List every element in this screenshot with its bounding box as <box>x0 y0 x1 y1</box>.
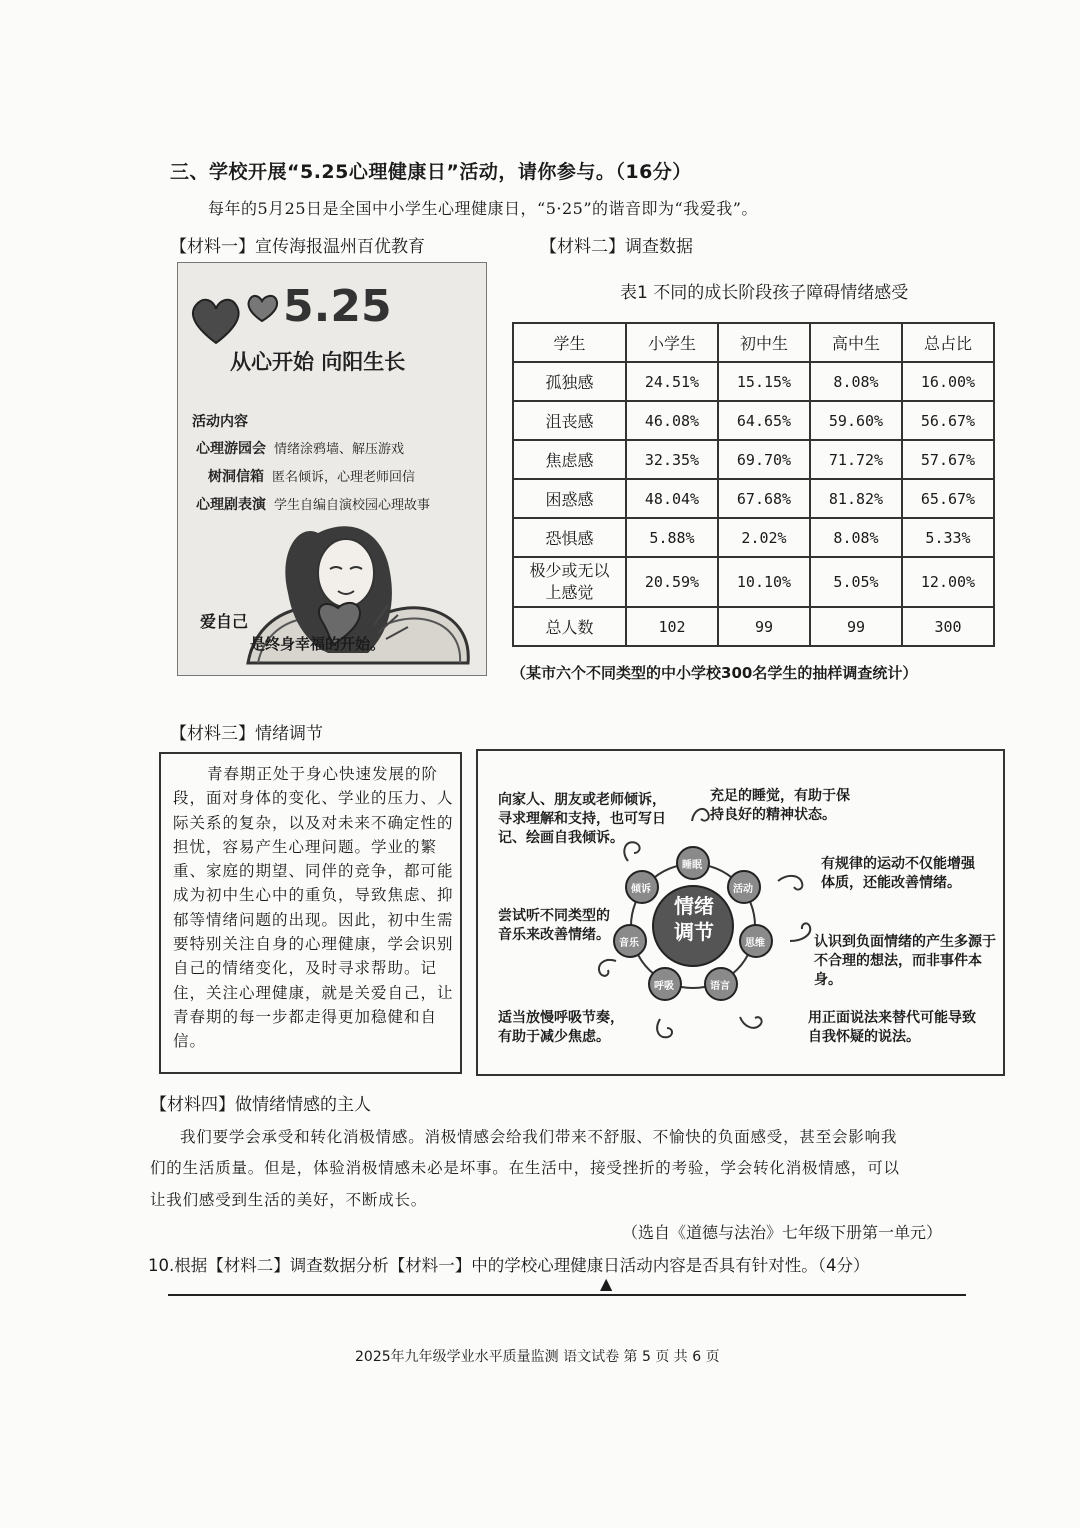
table-cell: 59.60% <box>810 401 902 440</box>
answer-marker: ▲ <box>600 1274 613 1293</box>
poster-date: 5.25 <box>283 281 392 332</box>
table-caption: 表1 不同的成长阶段孩子障碍情绪感受 <box>620 283 909 303</box>
poster-activities-heading: 活动内容 <box>192 414 248 430</box>
table-cell: 99 <box>718 607 810 646</box>
diagram-note-breath: 适当放慢呼吸节奏，有助于减少焦虑。 <box>498 1010 624 1045</box>
table-cell: 5.33% <box>902 518 994 557</box>
table-row <box>513 479 994 518</box>
table-cell: 沮丧感 <box>513 401 626 440</box>
emotion-regulation-diagram <box>476 749 1005 1076</box>
table-cell: 102 <box>626 607 718 646</box>
diagram-node-talk: 倾诉 <box>631 884 651 895</box>
table-cell: 5.05% <box>810 557 902 607</box>
diagram-node-exercise: 活动 <box>733 884 753 895</box>
table-cell: 46.08% <box>626 401 718 440</box>
table-cell: 64.65% <box>718 401 810 440</box>
poster-slogan: 从心开始 向阳生长 <box>230 350 406 374</box>
table-header: 初中生 <box>718 323 810 362</box>
table-header-row <box>513 323 994 362</box>
table-row <box>513 557 994 607</box>
poster-activity: 心理剧表演 学生自编自演校园心理故事 <box>196 497 431 513</box>
table-cell: 恐惧感 <box>513 518 626 557</box>
diagram-note-language: 用正面说法来替代可能导致自我怀疑的说法。 <box>808 1010 976 1045</box>
table-cell: 8.08% <box>810 362 902 401</box>
material1-label: 【材料一】宣传海报温州百优教育 <box>170 237 425 257</box>
table-row <box>513 401 994 440</box>
table-cell: 48.04% <box>626 479 718 518</box>
table-cell: 20.59% <box>626 557 718 607</box>
diagram-note-music: 尝试听不同类型的音乐来改善情绪。 <box>498 908 610 943</box>
material4-line: 们的生活质量。但是，体验消极情感未必是坏事。在生活中，接受挫折的考验，学会转化消极情感，可以 <box>150 1159 900 1177</box>
table-cell: 99 <box>810 607 902 646</box>
table-cell: 300 <box>902 607 994 646</box>
table-cell: 32.35% <box>626 440 718 479</box>
diagram-note-sleep: 充足的睡觉，有助于保持良好的精神状态。 <box>710 788 850 823</box>
table-row <box>513 607 994 646</box>
diagram-node-sleep: 睡眠 <box>682 860 702 871</box>
table-cell: 12.00% <box>902 557 994 607</box>
diagram-center-label: 情绪调节 <box>674 894 714 944</box>
diagram-note-talk: 向家人、朋友或老师倾诉，寻求理解和支持，也可写日记、绘画自我倾诉。 <box>498 792 666 846</box>
table-cell: 总人数 <box>513 607 626 646</box>
diagram-note-exercise: 有规律的运动不仅能增强体质，还能改善情绪。 <box>821 856 975 891</box>
poster-love-line2: 是终身幸福的开始。 <box>250 635 386 653</box>
table-cell: 困惑感 <box>513 479 626 518</box>
question-10: 10.根据【材料二】调查数据分析【材料一】中的学校心理健康日活动内容是否具有针对性。（4分） <box>148 1256 870 1275</box>
answer-line[interactable] <box>168 1294 966 1296</box>
diagram-node-music: 音乐 <box>619 938 639 949</box>
diagram-node-thinking: 思维 <box>745 938 765 949</box>
table-cell: 81.82% <box>810 479 902 518</box>
poster-activity: 树洞信箱 匿名倾诉，心理老师回信 <box>208 469 416 485</box>
table-header: 小学生 <box>626 323 718 362</box>
table-cell: 焦虑感 <box>513 440 626 479</box>
material3-label: 【材料三】情绪调节 <box>170 724 323 744</box>
material2-label: 【材料二】调查数据 <box>540 237 693 257</box>
table-header: 总占比 <box>902 323 994 362</box>
table-header: 学生 <box>513 323 626 362</box>
material4-source: （选自《道德与法治》七年级下册第一单元） <box>622 1223 943 1242</box>
material4-line: 我们要学会承受和转化消极情感。消极情感会给我们带来不舒服、不愉快的负面感受，甚至会影响我 <box>180 1128 898 1146</box>
poster <box>177 262 487 676</box>
table-cell: 10.10% <box>718 557 810 607</box>
table-cell: 8.08% <box>810 518 902 557</box>
section-title: 三、学校开展“5.25心理健康日”活动，请你参与。（16分） <box>170 161 692 183</box>
diagram-node-language: 语言 <box>710 981 730 992</box>
table-row <box>513 362 994 401</box>
table-cell: 16.00% <box>902 362 994 401</box>
table-cell: 65.67% <box>902 479 994 518</box>
table-cell: 极少或无以上感觉 <box>513 557 626 607</box>
material4-line: 让我们感受到生活的美好，不断成长。 <box>150 1191 428 1209</box>
table-note: （某市六个不同类型的中小学校300名学生的抽样调查统计） <box>511 664 918 682</box>
table-cell: 孤独感 <box>513 362 626 401</box>
table-cell: 69.70% <box>718 440 810 479</box>
table-cell: 67.68% <box>718 479 810 518</box>
poster-activity: 心理游园会 情绪涂鸦墙、解压游戏 <box>196 441 405 457</box>
diagram-note-thinking: 认识到负面情绪的产生多源于不合理的想法，而非事件本身。 <box>814 934 996 988</box>
diagram-node-breath: 呼吸 <box>654 981 674 992</box>
material3-text: 青春期正处于身心快速发展的阶段，面对身体的变化、学业的压力、人际关系的复杂，以及对未来不确定性的担忧，容易产生心理问题。学业的繁重、家庭的期望、同伴的竞争，都可能成为初中生心中的重负，导致焦虑、抑郁等情绪问题的出现。因此，初中生需要特别关注自身的心理健康，学会识别自己的情绪变化，及时寻求帮助。记住，关注心理健康，就是关爱自己，让青春期的每一步都走得更加稳健和自信。 <box>173 765 454 1051</box>
survey-table <box>512 322 995 647</box>
material4-label: 【材料四】做情绪情感的主人 <box>150 1095 371 1115</box>
page-footer: 2025年九年级学业水平质量监测 语文试卷 第 5 页 共 6 页 <box>355 1349 720 1365</box>
table-cell: 57.67% <box>902 440 994 479</box>
table-cell: 24.51% <box>626 362 718 401</box>
poster-love-line1: 爱自己 <box>200 612 249 631</box>
section-intro: 每年的5月25日是全国中小学生心理健康日，“5·25”的谐音即为“我爱我”。 <box>208 199 758 218</box>
decorative-swirls <box>478 751 1003 1074</box>
table-cell: 71.72% <box>810 440 902 479</box>
table-cell: 2.02% <box>718 518 810 557</box>
table-row <box>513 518 994 557</box>
material3-textbox <box>159 752 462 1074</box>
table-cell: 15.15% <box>718 362 810 401</box>
table-header: 高中生 <box>810 323 902 362</box>
heart-icons <box>186 283 286 353</box>
table-cell: 5.88% <box>626 518 718 557</box>
table-cell: 56.67% <box>902 401 994 440</box>
table-row <box>513 440 994 479</box>
